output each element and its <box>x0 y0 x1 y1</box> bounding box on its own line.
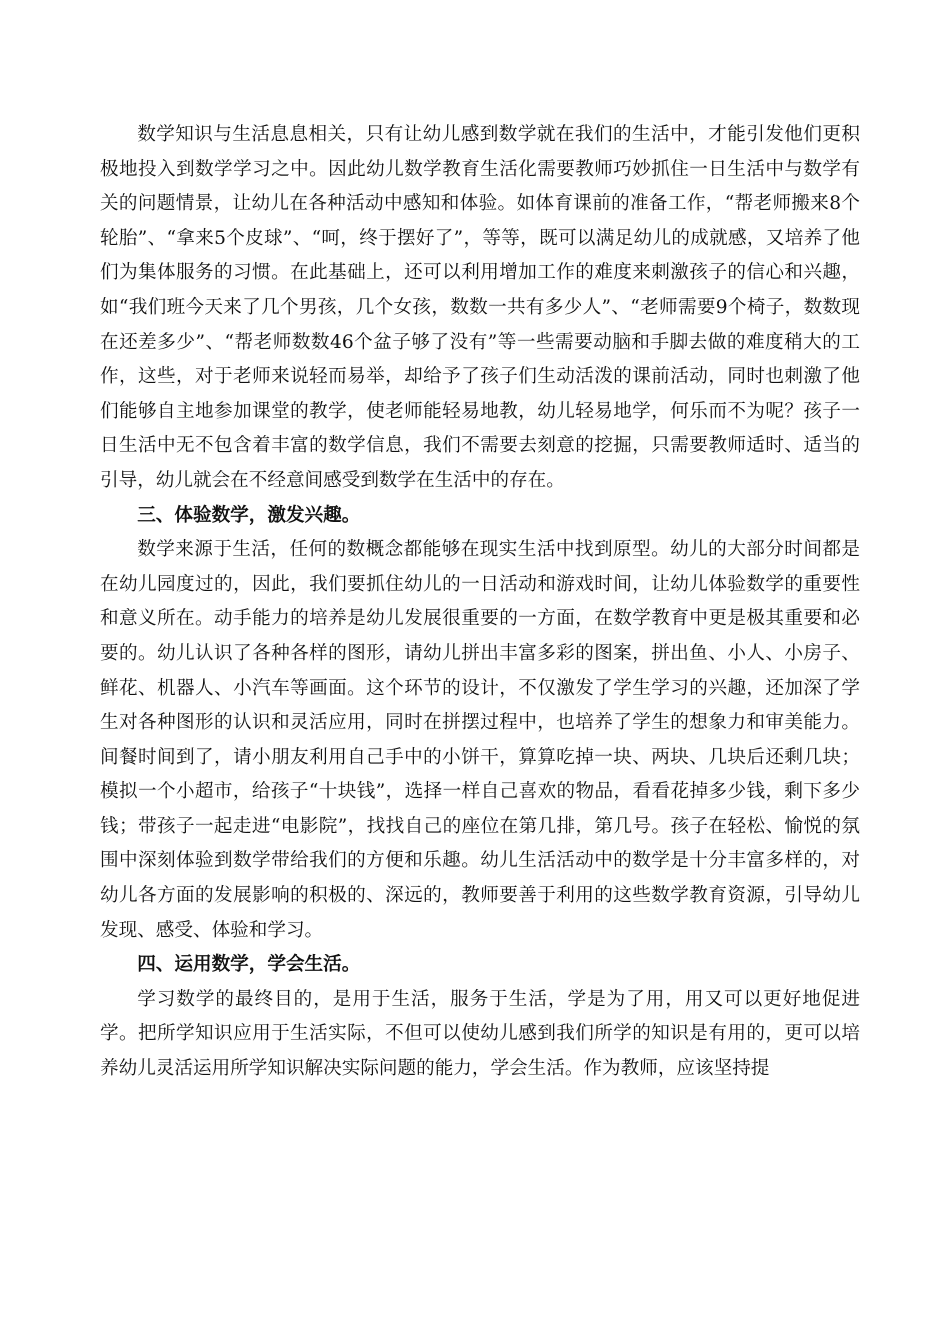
body-paragraph-2: 数学来源于生活，任何的数概念都能够在现实生活中找到原型。幼儿的大部分时间都是在幼儿园度过的，因此，我们要抓住幼儿的一日活动和游戏时间，让幼儿体验数学的重要性和意义所在。动手能力的培养是幼儿发展很重要的一方面，在数学教育中更是极其重要和必要的。幼儿认识了各种各样的图形，请幼儿拼出丰富多彩的图案，拼出鱼、小人、小房子、鲜花、机器人、小汽车等画面。这个环节的设计，不仅激发了学生学习的兴趣，还加深了学生对各种图形的认识和灵活应用，同时在拼摆过程中，也培养了学生的想象力和审美能力。间餐时间到了，请小朋友利用自己手中的小饼干，算算吃掉一块、两块、几块后还剩几块；模拟一个小超市，给孩子“十块钱”，选择一样自己喜欢的物品，看看花掉多少钱，剩下多少钱；带孩子一起走进“电影院”，找找自己的座位在第几排，第几号。孩子在轻松、愉悦的氛围中深刻体验到数学带给我们的方便和乐趣。幼儿生活活动中的数学是十分丰富多样的，对幼儿各方面的发展影响的积极的、深远的，教师要善于利用的这些数学教育资源，引导幼儿发现、感受、体验和学习。 <box>100 539 860 941</box>
body-paragraph-3: 学习数学的最终目的，是用于生活，服务于生活，学是为了用，用又可以更好地促进学。把所学知识应用于生活实际，不但可以使幼儿感到我们所学的知识是有用的，更可以培养幼儿灵活运用所学知识解决实际问题的能力，学会生活。作为教师，应该坚持提 <box>100 988 860 1080</box>
document-page <box>100 118 860 1087</box>
section-heading-3: 三、体验数学，激发兴趣。 <box>137 504 361 526</box>
section-heading-4: 四、运用数学，学会生活。 <box>137 954 361 976</box>
body-paragraph-1: 数学知识与生活息息相关，只有让幼儿感到数学就在我们的生活中，才能引发他们更积极地投入到数学学习之中。因此幼儿数学教育生活化需要教师巧妙抓住一日生活中与数学有关的问题情景，让幼儿在各种活动中感知和体验。如体育课前的准备工作，“帮老师搬来8个轮胎”、“拿来5个皮球”、“呵，终于摆好了”，等等，既可以满足幼儿的成就感，又培养了他们为集体服务的习惯。在此基础上，还可以利用增加工作的难度来刺激孩子的信心和兴趣，如“我们班今天来了几个男孩，几个女孩，数数一共有多少人”、“老师需要9个椅子，数数现在还差多少”、“帮老师数数46个盆子够了没有”等一些需要动脑和手脚去做的难度稍大的工作，这些，对于老师来说轻而易举，却给予了孩子们生动活泼的课前活动，同时也刺激了他们能够自主地参加课堂的教学，使老师能轻易地教，幼儿轻易地学，何乐而不为呢？孩子一日生活中无不包含着丰富的数学信息，我们不需要去刻意的挖掘，只需要教师适时、适当的引导，幼儿就会在不经意间感受到数学在生活中的存在。 <box>100 124 860 491</box>
